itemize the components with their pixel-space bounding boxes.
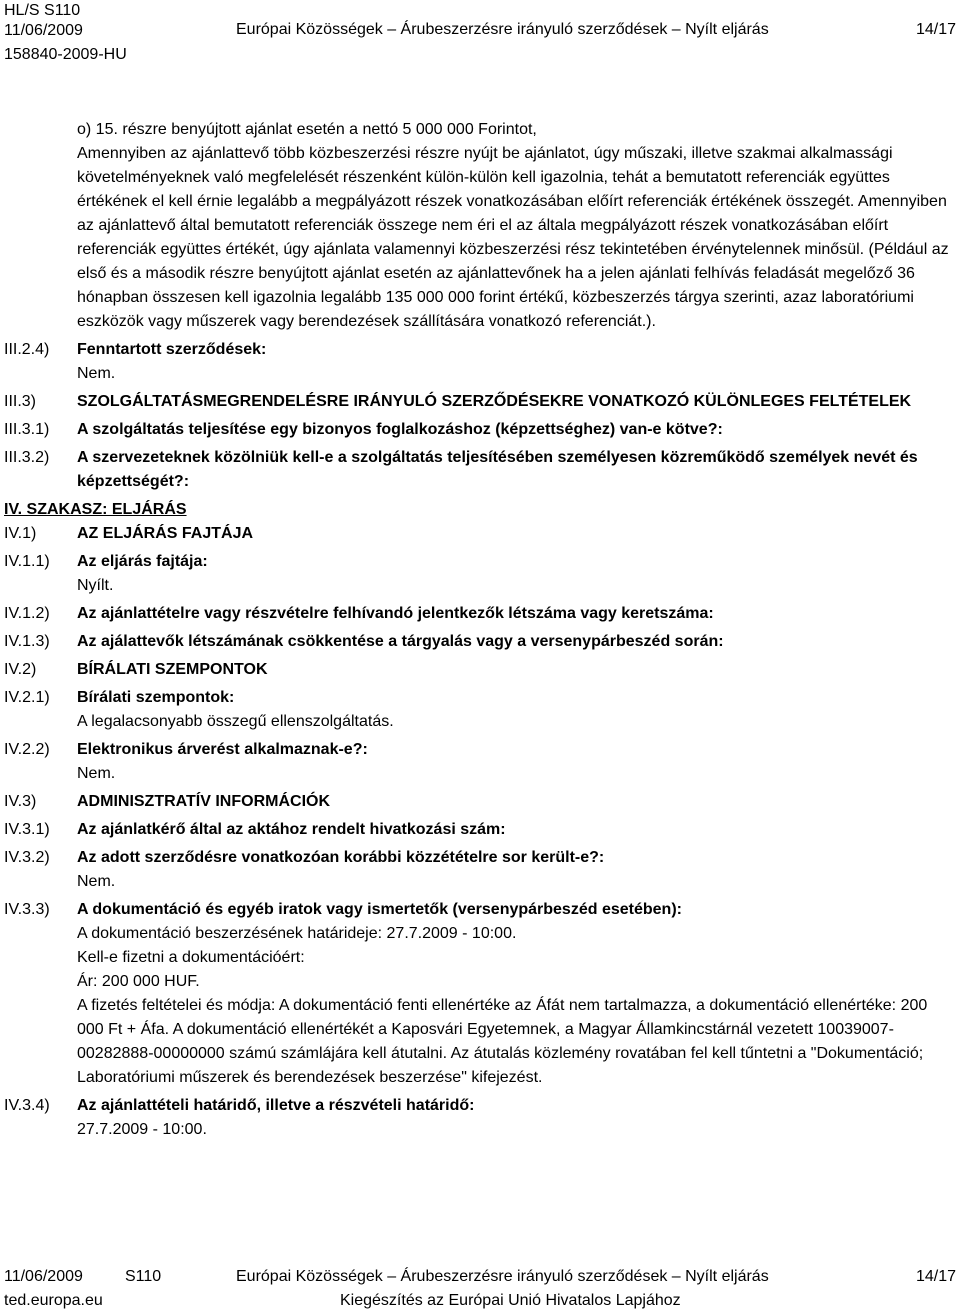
footer-page-number: 14/17 — [915, 1268, 956, 1285]
footer-title: Európai Közösségek – Árubeszerzésre irányuló szerződések – Nyílt eljárás — [236, 1268, 769, 1285]
item-row — [0, 658, 960, 682]
item-title: A szervezeteknek közölniük kell-e a szolgáltatás teljesítésében személyesen közreműködő személyek nevét és képzettségét?: — [77, 449, 918, 490]
item-number: IV.1.2) — [4, 605, 50, 622]
item-title: Fenntartott szerződések: — [77, 341, 267, 358]
item-number: IV.3.3) — [4, 901, 50, 918]
item-title: BÍRÁLATI SZEMPONTOK — [77, 661, 268, 678]
item-row — [0, 418, 960, 442]
item-title: Az adott szerződésre vonatkozóan korábbi közzétételre sor került-e?: — [77, 849, 605, 866]
item-number: IV.2.2) — [4, 741, 50, 758]
item-value: Nyílt. — [77, 577, 114, 594]
header-page-number: 14/17 — [915, 21, 956, 38]
item-row — [0, 338, 960, 386]
payment-question: Kell-e fizetni a dokumentációért: — [77, 949, 305, 966]
item-title: Az ajálattevők létszámának csökkentése a tárgyalás vagy a versenypárbeszéd során: — [77, 633, 724, 650]
item-number: IV.1) — [4, 525, 37, 542]
header-date: 11/06/2009 — [4, 22, 83, 39]
item-number: IV.1.1) — [4, 553, 50, 570]
item-value: A legalacsonyabb összegű ellenszolgáltatás. — [77, 713, 394, 730]
item-title: AZ ELJÁRÁS FAJTÁJA — [77, 525, 254, 542]
item-number: IV.1.3) — [4, 633, 50, 650]
item-number: III.3.1) — [4, 421, 50, 438]
item-row — [0, 390, 960, 414]
footer-journal: Kiegészítés az Európai Unió Hivatalos Lapjához — [340, 1292, 681, 1309]
item-value: Nem. — [77, 873, 116, 890]
item-number: IV.3.2) — [4, 849, 50, 866]
footer-site-link[interactable]: ted.europa.eu — [4, 1292, 103, 1309]
header-doc-code: HL/S S110 — [4, 2, 81, 19]
item-title: Az eljárás fajtája: — [77, 553, 208, 570]
main-content — [0, 118, 960, 1142]
doc-deadline: A dokumentáció beszerzésének határideje: 27.7.2009 - 10:00. — [77, 925, 517, 942]
item-number: IV.2.1) — [4, 689, 50, 706]
page-header — [0, 0, 960, 70]
item-number — [0, 118, 77, 334]
item-row — [0, 1094, 960, 1142]
item-number: IV.2) — [4, 661, 37, 678]
footer-date: 11/06/2009 — [4, 1268, 83, 1285]
section-heading: IV. SZAKASZ: ELJÁRÁS — [4, 501, 187, 518]
item-row — [0, 738, 960, 786]
item-row — [0, 602, 960, 626]
item-title: Az ajánlattételre vagy részvételre felhívandó jelentkezők létszáma vagy keretszáma: — [77, 605, 714, 622]
item-number: IV.3.1) — [4, 821, 50, 838]
item-title: A dokumentáció és egyéb iratok vagy ismertetők (versenypárbeszéd esetében): — [77, 901, 682, 918]
item-row — [0, 898, 960, 1090]
item-number: IV.3.4) — [4, 1097, 50, 1114]
item-row — [0, 630, 960, 654]
item-number: IV.3) — [4, 793, 37, 810]
item-title: Bírálati szempontok: — [77, 689, 235, 706]
item-value: Nem. — [77, 765, 116, 782]
header-title: Európai Közösségek – Árubeszerzésre irányuló szerződések – Nyílt eljárás — [236, 21, 769, 38]
item-title: Az ajánlatkérő által az aktához rendelt hivatkozási szám: — [77, 821, 506, 838]
intro-block — [0, 118, 960, 334]
item-row — [0, 522, 960, 546]
payment-terms: A fizetés feltételei és módja: A dokumentáció fenti ellenértéke az Áfát nem tartalmazza, a dokumentáció ellenértéke: 200 000 Ft + Áfa. A dokumentáció ellenértékét a Kaposvári Egyetemnek, a Magyar Államkincstárnál vezetett 10039007-00282888-00000000 számú számlájára kell átutalni. Az átutalás közlemény rovatában fel kell tűntetni a "Dokumentáció; Laboratóriumi műszerek és berendezések beszerzése" kifejezést. — [77, 997, 928, 1086]
item-number: III.2.4) — [4, 341, 50, 358]
item-title: SZOLGÁLTATÁSMEGRENDELÉSRE IRÁNYULÓ SZERZŐDÉSEKRE VONATKOZÓ KÜLÖNLEGES FELTÉTELEK — [77, 393, 912, 410]
intro-line: o) 15. részre benyújtott ajánlat esetén a nettó 5 000 000 Forintot, — [77, 121, 537, 138]
item-title: ADMINISZTRATÍV INFORMÁCIÓK — [77, 793, 331, 810]
item-row — [0, 550, 960, 598]
item-row — [0, 446, 960, 494]
item-number: III.3.2) — [4, 449, 50, 466]
item-row — [0, 846, 960, 894]
intro-paragraph: Amennyiben az ajánlattevő több közbeszerzési részre nyújt be ajánlatot, úgy műszaki, illetve szakmai alkalmassági követelményeknek való megfelelését részenként külön-külön kell igazolnia, tehát a bemutatott referenciák együttes értékének el kell érnie legalább a megpályázott részek vonatkozásában előírt referenciák értékének összegét. Amennyiben az ajánlattevő által bemutatott referenciák összege nem éri el az általa megpályázott részek vonatkozásában előírt referenciák együttes értékét, úgy ajánlata valamennyi közbeszerzési rész tekintetében érvénytelennek minősül. (Például az első és a második részre benyújtott ajánlat esetén az ajánlattevőnek ha a jelen ajánlati felhívás feladását megelőző 36 hónapban összesen kell igazolnia legalább 135 000 000 forint értékű, közbeszerzés tárgya szerinti, azaz laboratóriumi eszközök vagy műszerek vagy berendezések szállítására vonatkozó referenciát.). — [77, 145, 949, 330]
item-title: A szolgáltatás teljesítése egy bizonyos foglalkozáshoz (képzettséghez) van-e kötve?: — [77, 421, 723, 438]
footer-doc-code: S110 — [125, 1268, 162, 1285]
item-row — [0, 818, 960, 842]
item-title: Elektronikus árverést alkalmaznak-e?: — [77, 741, 368, 758]
item-number: III.3) — [4, 393, 37, 410]
item-value: Nem. — [77, 365, 116, 382]
item-title: Az ajánlattételi határidő, illetve a részvételi határidő: — [77, 1097, 475, 1114]
item-row — [0, 686, 960, 734]
doc-price: Ár: 200 000 HUF. — [77, 973, 200, 990]
item-row — [0, 790, 960, 814]
item-value: 27.7.2009 - 10:00. — [77, 1121, 207, 1138]
header-ref: 158840-2009-HU — [4, 46, 127, 63]
